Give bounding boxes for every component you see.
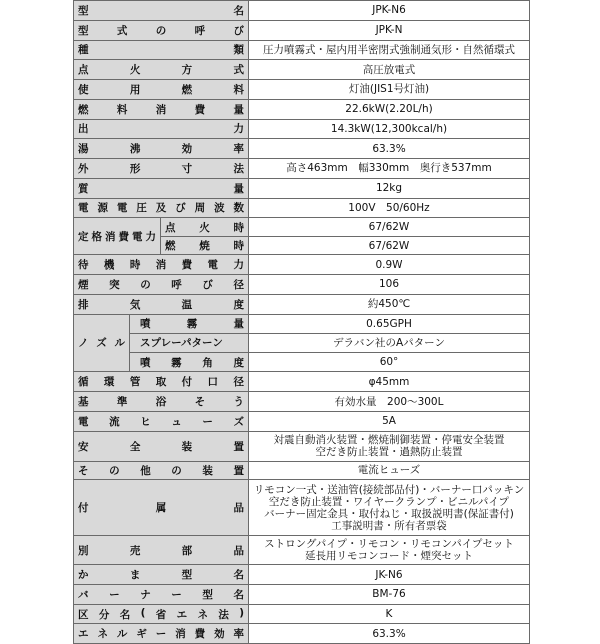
label-char: 電 <box>132 230 143 243</box>
label-char: 属 <box>155 502 167 515</box>
label-char: 効 <box>214 628 225 641</box>
label-char: 置 <box>233 464 244 477</box>
spec-row <box>74 60 530 80</box>
label-char: 売 <box>129 544 141 557</box>
label-char: 突 <box>109 278 120 291</box>
label-char: 定 <box>78 230 89 243</box>
spec-label <box>74 119 249 139</box>
spec-value: 0.9W <box>249 255 530 275</box>
label-char: ノ <box>78 337 89 350</box>
label-char: 噴 <box>140 318 151 331</box>
label-char: 環 <box>103 376 115 389</box>
spec-value-line: 空だき防止装置・ワイヤークランプ・ビニルパイプ <box>268 495 510 508</box>
label-char: ー <box>171 588 182 601</box>
spec-row <box>74 119 530 139</box>
label-char: 循 <box>78 376 89 389</box>
spec-row <box>74 139 530 159</box>
label-char: ナ <box>140 588 151 601</box>
label-char: 取 <box>155 376 167 389</box>
label-char: の <box>109 464 120 477</box>
spec-label <box>74 20 249 40</box>
label-char: バ <box>78 588 89 601</box>
spec-value: 67/62W <box>249 236 530 255</box>
label-char: ネ <box>197 608 208 621</box>
label-char: ズ <box>233 415 244 428</box>
label-char: 圧 <box>136 202 147 215</box>
label-char: 部 <box>181 544 193 557</box>
spec-value: 圧力噴霧式・屋内用半密閉式強制通気形・自然循環式 <box>249 40 530 60</box>
spec-row <box>74 480 530 536</box>
spec-row <box>74 294 530 314</box>
label-char: 時 <box>129 259 141 272</box>
spec-row <box>74 584 530 604</box>
label-char: 気 <box>129 298 141 311</box>
spec-value: 高圧放電式 <box>249 60 530 80</box>
label-char: 煙 <box>78 278 89 291</box>
spec-row <box>74 353 530 372</box>
label-char: 費 <box>118 230 129 243</box>
label-char: 排 <box>78 298 89 311</box>
spec-value-line: リモコン一式・送油管(接続部品付)・バーナー口パッキン <box>253 483 525 496</box>
spec-row <box>74 1 530 21</box>
spec-label <box>74 411 249 431</box>
label-char: ー <box>202 415 213 428</box>
label-char: ま <box>129 569 141 582</box>
label-char: ズ <box>96 337 107 350</box>
label-char: 式 <box>233 64 244 77</box>
spec-value: JPK-N6 <box>249 1 530 21</box>
label-char: エ <box>78 628 89 641</box>
label-char: 量 <box>233 103 244 116</box>
label-char: 装 <box>202 464 213 477</box>
spec-value: デラバン社のAパターン <box>249 333 530 352</box>
spec-label <box>74 60 249 80</box>
spec-value: 67/62W <box>249 218 530 237</box>
label-char: 料 <box>116 103 128 116</box>
spec-label <box>74 431 249 461</box>
spec-label <box>74 99 249 119</box>
label-char: 分 <box>98 608 110 621</box>
label-char: 置 <box>233 440 244 453</box>
spec-value-line: バーナー固定金具・取付ねじ・取扱説明書(保証書付) <box>264 507 514 520</box>
label-char: 効 <box>181 143 193 156</box>
label-char: 外 <box>78 162 89 175</box>
label-char: 消 <box>105 230 116 243</box>
spec-value: JPK-N <box>249 20 530 40</box>
label-char: ル <box>114 337 125 350</box>
spec-value-line: 対震自動消火装置・燃焼制御装置・停電安全装置 <box>273 434 505 447</box>
label-char: び <box>175 202 186 215</box>
label-char: 度 <box>233 298 244 311</box>
label-char: 呼 <box>171 278 182 291</box>
label-char: 種 <box>78 44 89 57</box>
spec-value: 0.65GPH <box>249 314 530 333</box>
label-char: 力 <box>233 259 244 272</box>
spec-value-multiline <box>249 431 530 461</box>
label-char: 名 <box>233 588 244 601</box>
spec-row <box>74 99 530 119</box>
label-char: 費 <box>194 103 206 116</box>
spec-row <box>74 411 530 431</box>
spec-row <box>74 565 530 585</box>
label-char: 寸 <box>181 162 193 175</box>
spec-row <box>74 198 530 218</box>
spec-value: φ45mm <box>249 372 530 392</box>
label-char: 燃 <box>165 240 176 252</box>
label-char: 区 <box>78 608 89 621</box>
spec-row <box>74 333 530 352</box>
label-char: ギ <box>136 628 147 641</box>
label-char: 温 <box>181 298 193 311</box>
label-char: 型 <box>78 24 89 37</box>
label-char: 率 <box>233 628 244 641</box>
spec-label <box>74 314 130 372</box>
spec-value: 有効水量 200～300L <box>249 392 530 412</box>
label-char: の <box>140 278 151 291</box>
spec-value-line: 空だき防止装置・過熱防止装置 <box>315 446 463 459</box>
label-char: そ <box>78 464 89 477</box>
label-char: ( <box>140 606 146 619</box>
label-char: 時 <box>233 240 244 252</box>
spec-value: 22.6kW(2.20L/h) <box>249 99 530 119</box>
label-char: 用 <box>129 83 141 96</box>
spec-value-line: 延長用リモコンコード・煙突セット <box>305 550 473 563</box>
label-char: び <box>202 278 213 291</box>
label-char: 量 <box>233 182 244 195</box>
label-char: 他 <box>140 464 151 477</box>
label-char: ル <box>116 628 128 641</box>
label-char: 形 <box>129 162 141 175</box>
spec-label <box>74 536 249 565</box>
label-char: 省 <box>155 608 167 621</box>
spec-label <box>74 159 249 179</box>
spec-value: 電流ヒューズ <box>249 461 530 480</box>
label-char: 電 <box>116 202 128 215</box>
label-char: 名 <box>233 4 244 17</box>
label-char: 法 <box>233 162 244 175</box>
label-char: 度 <box>233 356 244 369</box>
label-char: 待 <box>78 259 89 272</box>
label-char: 付 <box>78 502 89 515</box>
label-char: 力 <box>145 230 156 243</box>
spec-label <box>74 80 249 100</box>
spec-label <box>74 624 249 644</box>
spec-row <box>74 604 530 624</box>
spec-label <box>74 584 249 604</box>
label-char: 安 <box>78 440 89 453</box>
label-char: 燃 <box>181 83 193 96</box>
spec-label <box>74 198 249 218</box>
spec-label <box>74 139 249 159</box>
label-char: 流 <box>109 415 120 428</box>
spec-label <box>74 480 249 536</box>
label-char: の <box>155 24 167 37</box>
label-char: 焼 <box>199 240 210 252</box>
spec-label <box>74 565 249 585</box>
label-char: ヒ <box>140 415 151 428</box>
spec-value: JK-N6 <box>249 565 530 585</box>
label-char: 費 <box>194 628 206 641</box>
label-char: 周 <box>194 202 206 215</box>
spec-label <box>74 294 249 314</box>
spec-row <box>74 431 530 461</box>
spec-sublabel <box>130 353 249 372</box>
label-char: 燃 <box>78 103 89 116</box>
label-char: 品 <box>233 544 244 557</box>
label-char: 類 <box>233 44 244 57</box>
spec-row <box>74 159 530 179</box>
label-char: 点 <box>78 64 89 77</box>
spec-row <box>74 372 530 392</box>
label-char: 機 <box>103 259 115 272</box>
spec-sublabel <box>161 236 249 255</box>
label-char: 数 <box>233 202 244 215</box>
label-char: 費 <box>181 259 193 272</box>
spec-value: 12kg <box>249 178 530 198</box>
spec-row <box>74 275 530 295</box>
spec-row <box>74 314 530 333</box>
spec-label <box>74 40 249 60</box>
spec-label <box>74 604 249 624</box>
label-char: 名 <box>233 569 244 582</box>
label-char: 径 <box>233 278 244 291</box>
label-char: 率 <box>233 143 244 156</box>
spec-row <box>74 392 530 412</box>
label-char: び <box>233 24 244 37</box>
spec-sublabel <box>130 314 249 333</box>
label-char: エ <box>176 608 188 621</box>
spec-value-line: 工事説明書・所有者票袋 <box>331 519 447 532</box>
label-char: 源 <box>97 202 108 215</box>
spec-row <box>74 624 530 644</box>
label-char: 型 <box>78 4 89 17</box>
label-char: ー <box>109 588 120 601</box>
label-char: 径 <box>233 376 244 389</box>
label-char: 料 <box>233 83 244 96</box>
label-char: 電 <box>78 202 89 215</box>
spec-label <box>74 372 249 392</box>
label-char: 火 <box>199 221 210 234</box>
spec-value: 60° <box>249 353 530 372</box>
label-char: 沸 <box>129 143 141 156</box>
spec-row <box>74 218 530 237</box>
label-char: 品 <box>233 502 244 515</box>
spec-label <box>74 178 249 198</box>
spec-value: 高さ463mm 幅330mm 奥行き537mm <box>249 159 530 179</box>
spec-value: 5A <box>249 411 530 431</box>
label-char: か <box>78 569 89 582</box>
spec-value: K <box>249 604 530 624</box>
label-char: そ <box>194 396 206 409</box>
spec-value: 14.3kW(12,300kcal/h) <box>249 119 530 139</box>
label-char: 火 <box>129 64 141 77</box>
label-char: 全 <box>129 440 141 453</box>
label-char: 管 <box>129 376 141 389</box>
label-char: 湯 <box>78 143 89 156</box>
label-char: 型 <box>202 588 213 601</box>
spec-value-multiline <box>249 480 530 536</box>
label-char: 消 <box>175 628 186 641</box>
label-char: 別 <box>78 544 89 557</box>
label-char: 電 <box>78 415 89 428</box>
spec-value-multiline <box>249 536 530 565</box>
label-char: 基 <box>78 396 89 409</box>
spec-table <box>73 0 530 644</box>
spec-value: 灯油(JIS1号灯油) <box>249 80 530 100</box>
label-char: 消 <box>155 259 167 272</box>
label-char: 浴 <box>155 396 167 409</box>
label-char: 格 <box>91 230 102 243</box>
label-char: 口 <box>207 376 219 389</box>
spec-row <box>74 178 530 198</box>
label-char: 及 <box>155 202 167 215</box>
label-char: ー <box>155 628 167 641</box>
label-char: 噴 <box>140 356 151 369</box>
label-char: 出 <box>78 123 89 136</box>
label-char: 使 <box>78 83 89 96</box>
spec-row <box>74 40 530 60</box>
label-char: ) <box>239 606 244 619</box>
label-char: 名 <box>119 608 131 621</box>
spec-value: 約450℃ <box>249 294 530 314</box>
spec-label <box>74 218 161 255</box>
label-char: 式 <box>116 24 128 37</box>
label-char: 型 <box>181 569 193 582</box>
label-char: 波 <box>214 202 225 215</box>
label-char: 準 <box>116 396 128 409</box>
label-char: 角 <box>202 356 213 369</box>
spec-value-line: ストロングパイプ・リモコン・リモコンパイプセット <box>264 538 514 551</box>
spec-value: 63.3% <box>249 624 530 644</box>
spec-sublabel: スプレーパターン <box>130 333 249 352</box>
spec-row <box>74 461 530 480</box>
label-char: 力 <box>233 123 244 136</box>
spec-value: 100V 50/60Hz <box>249 198 530 218</box>
label-char: 霧 <box>186 318 198 331</box>
spec-value: 106 <box>249 275 530 295</box>
label-char: う <box>233 396 244 409</box>
spec-label <box>74 275 249 295</box>
label-char: 付 <box>181 376 193 389</box>
label-char: 霧 <box>171 356 182 369</box>
label-char: ュ <box>171 415 182 428</box>
label-char: 呼 <box>194 24 206 37</box>
spec-sublabel <box>161 218 249 237</box>
label-char: 装 <box>181 440 193 453</box>
spec-value: BM-76 <box>249 584 530 604</box>
label-char: 電 <box>207 259 219 272</box>
spec-label <box>74 392 249 412</box>
label-char: 量 <box>233 318 244 331</box>
label-char: 方 <box>181 64 193 77</box>
label-char: の <box>171 464 182 477</box>
spec-label <box>74 461 249 480</box>
label-char: 消 <box>155 103 167 116</box>
spec-label <box>74 255 249 275</box>
spec-row <box>74 536 530 565</box>
label-char: 点 <box>165 221 176 234</box>
spec-row <box>74 20 530 40</box>
label-char: 質 <box>78 182 89 195</box>
label-char: 時 <box>233 221 244 234</box>
spec-row <box>74 255 530 275</box>
spec-label <box>74 1 249 21</box>
label-char: ネ <box>97 628 108 641</box>
spec-row <box>74 80 530 100</box>
label-char: 法 <box>218 608 229 621</box>
spec-value: 63.3% <box>249 139 530 159</box>
